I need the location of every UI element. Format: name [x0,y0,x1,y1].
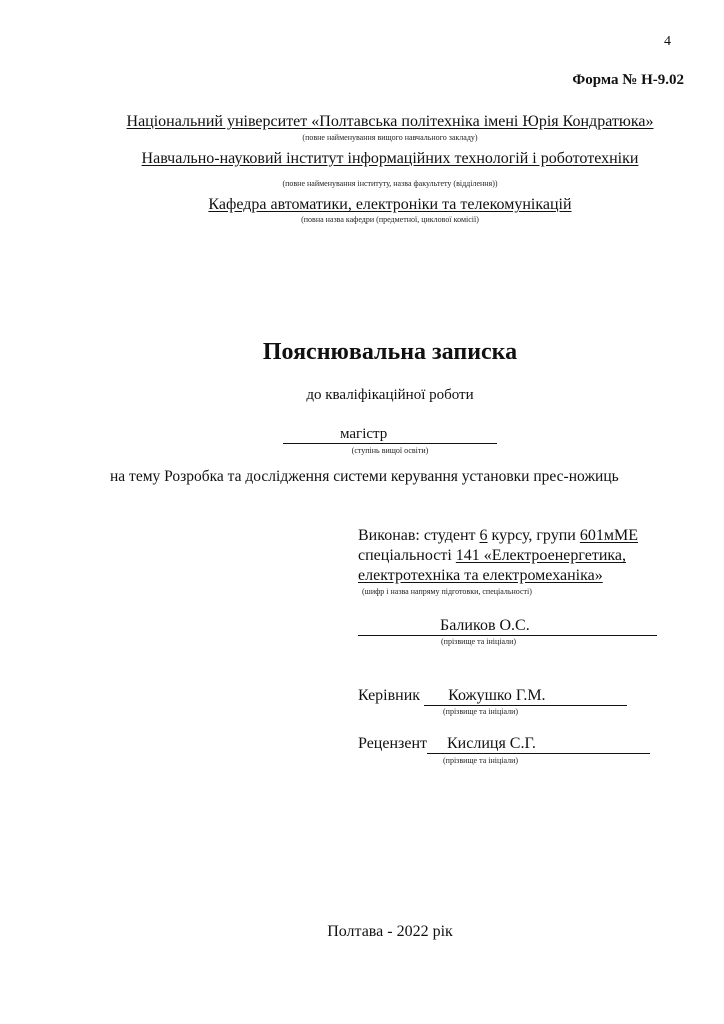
specialty-line-2: електротехніка та електромеханіка» [358,567,603,584]
reviewer-line [358,735,650,754]
document-title: Пояснювальна записка [262,339,518,365]
topic: на тему Розробка та дослідження системи керування установки прес-ножиць [110,468,619,485]
document-subtitle: до кваліфікаційної роботи [306,387,474,403]
performer-line: Виконав: студент 6 курсу, групи 601мМЕ [358,527,638,544]
degree-value: магістр [340,426,388,442]
specialty-line: спеціальності 141 «Електроенергетика, [358,547,627,564]
university-name: Національний університет «Полтавська політехніка імені Юрія Кондратюка» [126,113,654,130]
supervisor-line [358,687,627,706]
department-caption: (повна назва кафедри (предметної, циклової комісії) [301,215,479,224]
reviewer-caption: (прізвище та ініціали) [443,756,519,765]
reviewer-name: Кислиця С.Г. [447,735,536,752]
performer-name: Баликов О.С. [440,617,530,634]
institute-caption: (повне найменування інституту, назва факультету (відділення)) [282,179,498,188]
supervisor-label: Керівник [358,687,425,704]
department-name: Кафедра автоматики, електроніки та телекомунікацій [208,196,572,213]
reviewer-label: Рецензент [358,735,427,752]
university-caption: (повне найменування вищого навчального закладу) [302,133,478,142]
degree-caption: (ступінь вищої освіти) [351,446,429,455]
specialty: 141 «Електроенергетика, [455,547,627,564]
reviewer-field [427,735,650,754]
degree-field [283,426,497,444]
performer-name-field [358,617,657,636]
page-number: 4 [664,34,671,49]
specialty-caption: (шифр і назва напряму підготовки, спеціальності) [362,587,532,596]
performer-name-caption: (прізвище та ініціали) [441,637,517,646]
institute-name: Навчально-науковий інститут інформаційних технологій і робототехніки [141,150,639,167]
group: 601мМЕ [579,527,638,544]
supervisor-field [424,687,627,706]
footer-city-year: Полтава - 2022 рік [327,923,453,940]
course: 6 [479,527,488,544]
supervisor-caption: (прізвище та ініціали) [443,707,519,716]
form-label: Форма № Н-9.02 [572,72,684,88]
supervisor-name: Кожушко Г.М. [448,687,546,704]
